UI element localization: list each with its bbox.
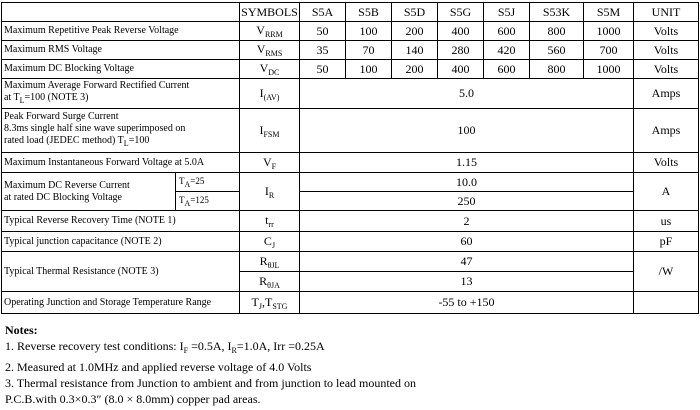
value-cell: 400 [438, 22, 484, 41]
header-part: S5J [484, 3, 530, 22]
value-cell: 200 [392, 22, 438, 41]
header-part: S5G [438, 3, 484, 22]
condition-cell: TA=25 [176, 173, 240, 192]
notes-title: Notes: [5, 323, 38, 337]
symbol-cell: $t_{rr}$ [240, 211, 300, 232]
header-part: S5D [392, 3, 438, 22]
symbol-cell: $R_{\theta JL}$ [240, 252, 300, 272]
value-cell: -55 to +150 [300, 292, 634, 314]
unit-cell: pF [634, 232, 699, 252]
table-row [2, 292, 699, 314]
header-row [2, 3, 699, 22]
unit-cell: A [634, 173, 699, 211]
value-cell: 50 [300, 22, 346, 41]
note-3-continued: P.C.B.with 0.3×0.3″ (8.0 × 8.0mm) copper pad areas. [5, 392, 261, 406]
unit-cell: Amps [634, 109, 699, 153]
value-cell: 35 [300, 41, 346, 60]
param-label: Maximum DC Reverse Current at rated DC Blocking Voltage [2, 173, 176, 211]
param-label: Typical Thermal Resistance (NOTE 3) [2, 252, 240, 292]
table-row [2, 79, 699, 109]
unit-cell: us [634, 211, 699, 232]
value-cell: 250 [300, 192, 634, 211]
param-label: Peak Forward Surge Current 8.3ms single half sine wave superimposed on rated load (JEDEC method) $T_L=100$ [2, 109, 240, 153]
unit-cell: Amps [634, 79, 699, 109]
param-label: Maximum Repetitive Peak Reverse Voltage [2, 22, 240, 41]
condition-cell: TA=125 [176, 192, 240, 211]
value-cell: 100 [346, 22, 392, 41]
param-label: Maximum DC Blocking Voltage [2, 60, 240, 79]
symbol-cell: $V_{DC}$ [240, 60, 300, 79]
value-cell: 420 [484, 41, 530, 60]
param-label: Typical Reverse Recovery Time (NOTE 1) [2, 211, 240, 232]
header-part: S5A [300, 3, 346, 22]
value-cell: 47 [300, 252, 634, 272]
value-cell: 1.15 [300, 153, 634, 173]
table-row [2, 252, 699, 272]
header-part: S5M [584, 3, 634, 22]
param-label: Maximum RMS Voltage [2, 41, 240, 60]
param-label: Operating Junction and Storage Temperature Range [2, 292, 240, 314]
value-cell: 100 [300, 109, 634, 153]
value-cell: 13 [300, 272, 634, 292]
symbol-cell: $I_{(AV)}$ [240, 79, 300, 109]
ratings-table [1, 2, 699, 314]
symbol-cell: $V_{RMS}$ [240, 41, 300, 60]
value-cell: 800 [530, 22, 584, 41]
symbol-cell: $C_J$ [240, 232, 300, 252]
param-label: Maximum Average Forward Rectified Current at $T_L=100$ (NOTE 3) [2, 79, 240, 109]
note-3: 3. Thermal resistance from Junction to ambient and from junction to lead mounted on [5, 376, 417, 390]
param-label: Typical junction capacitance (NOTE 2) [2, 232, 240, 252]
table-row [2, 153, 699, 173]
symbol-cell: $V_F$ [240, 153, 300, 173]
header-part: S5B [346, 3, 392, 22]
value-cell: 2 [300, 211, 634, 232]
table-row [2, 22, 699, 41]
unit-cell: Volts [634, 22, 699, 41]
value-cell: 5.0 [300, 79, 634, 109]
notes-section [5, 322, 416, 407]
unit-cell: Volts [634, 153, 699, 173]
param-label: Maximum Instantaneous Forward Voltage at 5.0A [2, 153, 240, 173]
value-cell: 560 [530, 41, 584, 60]
value-cell: 200 [392, 60, 438, 79]
table-row [2, 41, 699, 60]
value-cell: 1000 [584, 22, 634, 41]
table-row [2, 60, 699, 79]
header-part: S53K [530, 3, 584, 22]
value-cell: 700 [584, 41, 634, 60]
symbol-cell: $I_R$ [240, 173, 300, 211]
table-row [2, 109, 699, 153]
value-cell: 800 [530, 60, 584, 79]
value-cell: 60 [300, 232, 634, 252]
header-symbols: SYMBOLS [240, 3, 300, 22]
symbol-cell: $R_{\theta JA}$ [240, 272, 300, 292]
value-cell: 70 [346, 41, 392, 60]
table-row [2, 232, 699, 252]
value-cell: 50 [300, 60, 346, 79]
unit-cell: Volts [634, 41, 699, 60]
note-1: 1. Reverse recovery test conditions: $I_F =0.5A$, $I_R=1.0A$, Irr =0.25A [5, 339, 325, 355]
note-2: 2. Measured at 1.0MHz and applied reverse voltage of 4.0 Volts [5, 360, 312, 374]
table-row [2, 211, 699, 232]
value-cell: 600 [484, 22, 530, 41]
value-cell: 400 [438, 60, 484, 79]
unit-cell: Volts [634, 60, 699, 79]
unit-cell: /W [634, 252, 699, 292]
value-cell: 1000 [584, 60, 634, 79]
unit-cell [634, 292, 699, 314]
value-cell: 10.0 [300, 173, 634, 192]
value-cell: 600 [484, 60, 530, 79]
symbol-cell: $I_{FSM}$ [240, 109, 300, 153]
header-unit: UNIT [634, 3, 699, 22]
value-cell: 140 [392, 41, 438, 60]
value-cell: 280 [438, 41, 484, 60]
value-cell: 100 [346, 60, 392, 79]
symbol-cell: $T_J,T_{STG}$ [240, 292, 300, 314]
table-row [2, 173, 699, 192]
symbol-cell: $V_{RRM}$ [240, 22, 300, 41]
